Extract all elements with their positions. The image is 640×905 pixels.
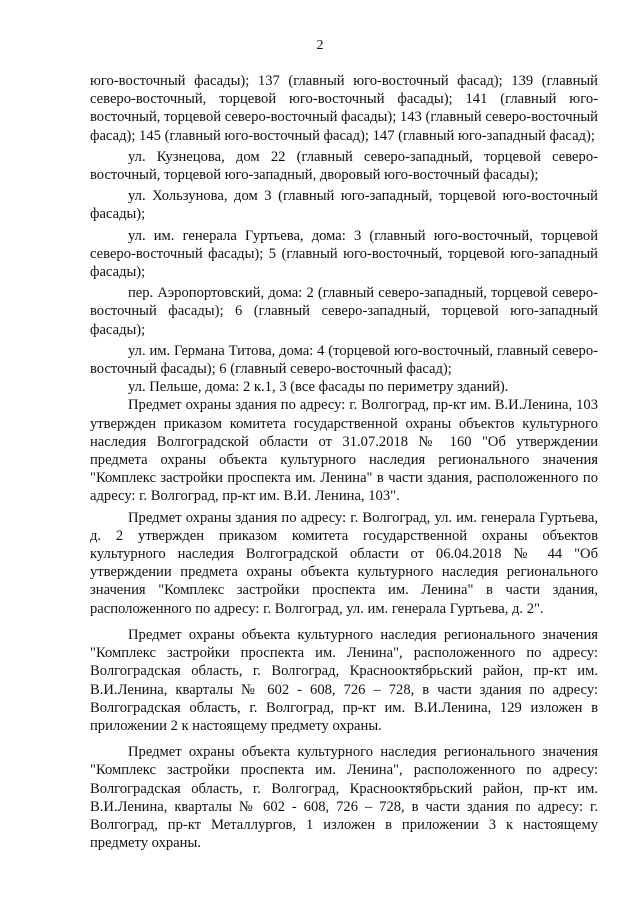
paragraph-aeroportovsky: пер. Аэропортовский, дома: 2 (главный северо-западный, торцевой северо-восточный фасады); 6 (главный северо-западный, торцевой юго-западный фасады);: [90, 285, 598, 338]
paragraph-gurtyeva: ул. им. генерала Гуртьева, дома: 3 (главный юго-восточный, торцевой северо-восточный фасады); 5 (главный юго-восточный, торцевой юго-западный фасады);: [90, 227, 598, 281]
paragraph-appendix-2: Предмет охраны объекта культурного наследия регионального значения "Комплекс застройки проспекта им. Ленина", расположенного по адресу: Волгоградская область, г. Волгоград, Краснооктябрьский район, пр-кт им. В.И.Ленина, кварталы № 602 - 608, 726 – 728, в части здания по адресу: Волгоградская область, г. Волгоград, пр-кт им. В.И.Ленина, 129 изложен в приложении 2 к настоящему предмету охраны.: [90, 626, 598, 734]
paragraph-continuation: юго-восточный фасады); 137 (главный юго-восточный фасад); 139 (главный северо-восточный, торцевой юго-восточный фасады); 141 (главный юго-восточный, торцевой северо-восточный фасады); 143 (главный северо-восточный фасад); 145 (главный юго-восточный фасад); 147 (главный юго-западный фасад);: [90, 73, 598, 144]
page-number: 2: [316, 38, 324, 53]
paragraph-lenina-103: Предмет охраны здания по адресу: г. Волгоград, пр-кт им. В.И.Ленина, 103 утвержден приказом комитета государственной охраны объектов культурного наследия Волгоградской области от 31.07.2018 № 160 "Об утверждении предмета охраны объекта культурного наследия регионального значения "Комплекс застройки проспекта им. Ленина" в части здания, расположенного по адресу: г. Волгоград, пр-кт им. В.И. Ленина, 103".: [90, 397, 598, 505]
paragraph-pelshe: ул. Пельше, дома: 2 к.1, 3 (все фасады по периметру зданий).: [128, 379, 509, 396]
paragraph-gurtyeva-2: Предмет охраны здания по адресу: г. Волгоград, ул. им. генерала Гуртьева, д. 2 утвержден приказом комитета государственной охраны объектов культурного наследия Волгоградской области от 06.04.2018 № 44 "Об утверждении предмета охраны объекта культурного наследия регионального значения "Комплекс застройки проспекта им. Ленина" в части здания, расположенного по адресу: г. Волгоград, ул. им. генерала Гуртьева, д. 2".: [90, 509, 598, 617]
paragraph-titova: ул. им. Германа Титова, дома: 4 (торцевой юго-восточный, главный северо-восточный фасады); 6 (главный северо-восточный фасад);: [90, 342, 598, 378]
paragraph-kuznetsova: ул. Кузнецова, дом 22 (главный северо-западный, торцевой северо-восточный, торцевой юго-западный, дворовый юго-восточный фасады);: [90, 148, 598, 184]
document-body: [90, 72, 598, 852]
paragraph-kholzunova: ул. Хользунова, дом 3 (главный юго-западный, торцевой юго-восточный фасады);: [90, 188, 598, 223]
paragraph-appendix-3: Предмет охраны объекта культурного наследия регионального значения "Комплекс застройки проспекта им. Ленина", расположенного по адресу: Волгоградская область, г. Волгоград, Краснооктябрьский район, пр-кт им. В.И.Ленина, кварталы № 602 - 608, 726 – 728, в части здания по адресу: г. Волгоград, пр-кт Металлургов, 1 изложен в приложении 3 к настоящему предмету охраны.: [90, 744, 598, 852]
